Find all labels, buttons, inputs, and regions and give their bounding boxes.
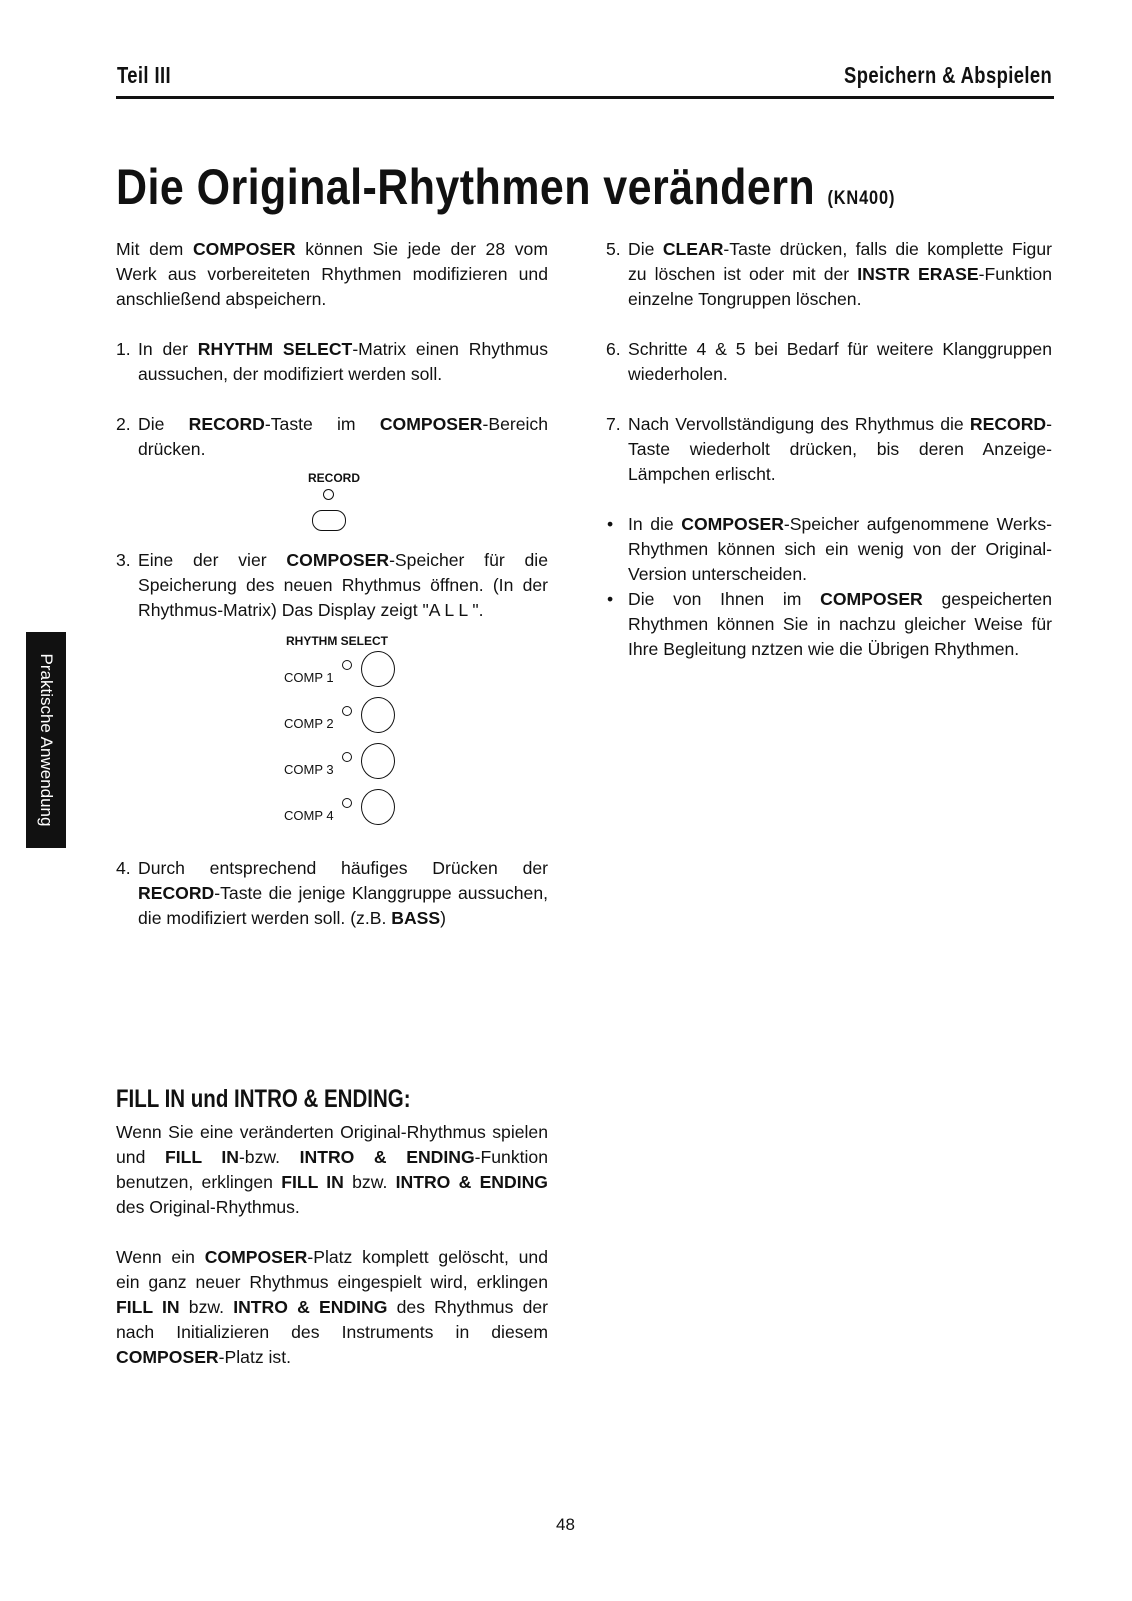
comp-lamp-icon xyxy=(342,752,352,762)
record-lamp-icon xyxy=(323,489,334,500)
step-7: 7. Nach Vervollständigung des Rhythmus die RECORD-Taste wiederholt drücken, bis deren Anzeige-Lämpchen erlischt. xyxy=(606,414,1052,484)
comp-1-row xyxy=(284,651,424,691)
comp-button-icon xyxy=(361,697,395,733)
fill-paragraph-1: Wenn Sie eine veränderten Original-Rhythmus spielen und FILL IN-bzw. INTRO & ENDING-Funktion benutzen, erklingen FILL IN bzw. INTRO & ENDING des Original-Rhythmus. xyxy=(116,1122,548,1217)
step-5: 5. Die CLEAR-Taste drücken, falls die komplette Figur zu löschen ist oder mit der INSTR ERASE-Funktion einzelne Tongruppen löschen. xyxy=(606,239,1052,309)
fill-paragraph-2: Wenn ein COMPOSER-Platz komplett gelöscht, und ein ganz neuer Rhythmus eingespielt wird, erklingen FILL IN bzw. INTRO & ENDING des Rhythmus der nach Initializieren des Instruments in diesem COMPOSER-Platz ist. xyxy=(116,1247,548,1367)
step-number: 6. xyxy=(606,339,621,359)
comp-lamp-icon xyxy=(342,706,352,716)
comp-3-row xyxy=(284,743,424,783)
page-title xyxy=(116,158,895,216)
comp-label: COMP 2 xyxy=(284,716,334,731)
bullet-icon: • xyxy=(607,589,614,609)
record-label: RECORD xyxy=(308,471,361,485)
step-number: 3. xyxy=(116,550,131,570)
comp-lamp-icon xyxy=(342,798,352,808)
page-number: 48 xyxy=(556,1515,575,1534)
comp-button-icon xyxy=(361,651,395,687)
comp-label: COMP 4 xyxy=(284,808,334,823)
step-1: 1. In der RHYTHM SELECT-Matrix einen Rhythmus aussuchen, der modifiziert werden soll. xyxy=(116,339,548,384)
comp-label: COMP 1 xyxy=(284,670,334,685)
fill-section-body xyxy=(116,1120,548,1370)
step-number: 1. xyxy=(116,339,131,359)
step-4: 4. Durch entsprechend häufiges Drücken der RECORD-Taste die jenige Klanggruppe aussuchen, die modifiziert werden soll. (z.B. BASS) xyxy=(116,858,548,928)
rhythm-select-diagram xyxy=(116,629,548,839)
intro-paragraph: Mit dem COMPOSER können Sie jede der 28 vom Werk aus vorbereiteten Rhythmen modifizieren und anschließend abspeichern. xyxy=(116,239,548,309)
comp-2-row xyxy=(284,697,424,737)
note-2: • Die von Ihnen im COMPOSER gespeicherten Rhythmen können Sie in nachzu gleicher Weise für Ihre Begleitung nztzen wie die Übrigen Rhythmen. xyxy=(607,589,1052,659)
step-number: 7. xyxy=(606,414,621,434)
right-column xyxy=(606,237,1052,662)
step-2: 2. Die RECORD-Taste im COMPOSER-Bereich drücken. xyxy=(116,414,548,459)
header-rule xyxy=(116,96,1054,99)
comp-4-row xyxy=(284,789,424,829)
side-tab xyxy=(26,632,66,848)
chapter-label: Speichern & Abspielen xyxy=(843,62,1052,88)
fill-section-heading: FILL IN und INTRO & ENDING: xyxy=(116,1085,411,1113)
bullet-icon: • xyxy=(607,514,614,534)
comp-label: COMP 3 xyxy=(284,762,334,777)
note-1: • In die COMPOSER-Speicher aufgenommene Werks-Rhythmen können sich ein wenig von der Original-Version unterscheiden. xyxy=(607,514,1052,584)
step-number: 2. xyxy=(116,414,131,434)
step-6: 6. Schritte 4 & 5 bei Bedarf für weitere Klanggruppen wiederholen. xyxy=(606,339,1052,384)
step-3: 3. Eine der vier COMPOSER-Speicher für die Speicherung des neuen Rhythmus öffnen. (In der Rhythmus-Matrix) Das Display zeigt "A L L ". xyxy=(116,550,548,620)
comp-button-icon xyxy=(361,743,395,779)
step-number: 5. xyxy=(606,239,621,259)
page-title-model: (KN400) xyxy=(827,188,896,209)
comp-button-icon xyxy=(361,789,395,825)
record-button-icon xyxy=(312,510,346,531)
page-title-main: Die Original-Rhythmen verändern xyxy=(116,159,816,215)
record-button-diagram xyxy=(116,466,548,546)
section-label: Teil III xyxy=(117,62,171,88)
left-column xyxy=(116,237,548,931)
side-tab-label: Praktische Anwendung xyxy=(37,653,56,827)
step-number: 4. xyxy=(116,858,131,878)
rhythm-select-label: RHYTHM SELECT xyxy=(286,634,388,648)
comp-lamp-icon xyxy=(342,660,352,670)
